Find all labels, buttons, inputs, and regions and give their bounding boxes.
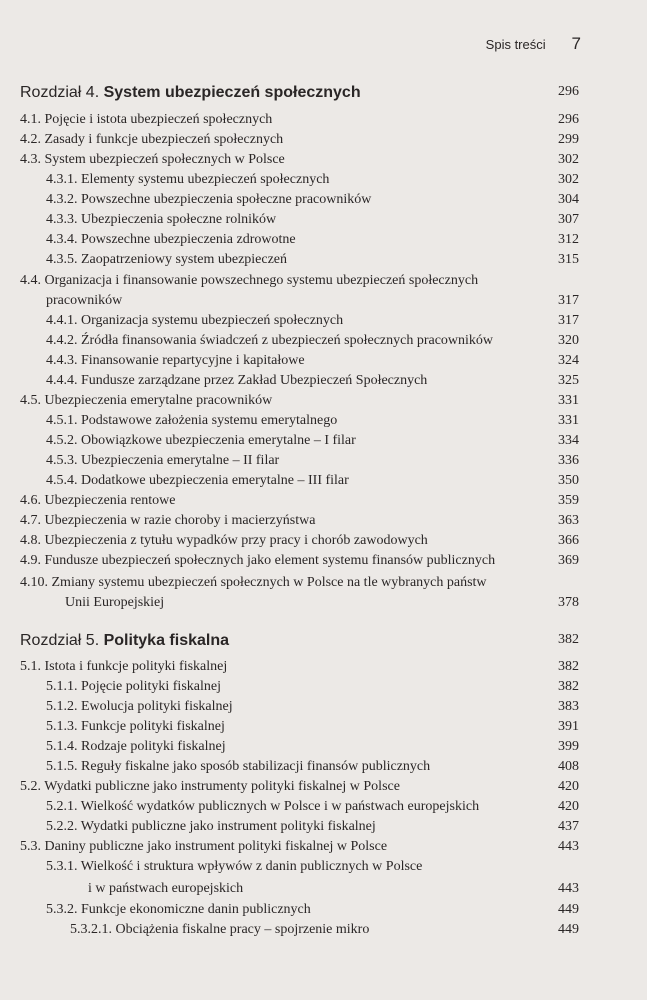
entry-title: 4.3.2. Powszechne ubezpieczenia społeczne pracowników	[46, 192, 372, 207]
toc-entry[interactable]	[20, 837, 579, 857]
toc-entry[interactable]	[46, 210, 579, 230]
entry-title: 4.4.2. Źródła finansowania świadczeń z ubezpieczeń społecznych pracowników	[46, 333, 494, 348]
entry-page: 312	[558, 232, 579, 247]
entry-title: 5.2.2. Wydatki publiczne jako instrument polityki fiskalnej	[46, 819, 376, 834]
toc-entry[interactable]	[46, 250, 579, 270]
toc-entry[interactable]	[46, 190, 579, 210]
entry-page: 296	[558, 112, 579, 127]
entry-page: 299	[558, 132, 579, 147]
toc-entry[interactable]	[46, 471, 579, 491]
chapter-title: System ubezpieczeń społecznych	[103, 84, 361, 101]
toc-entry[interactable]	[20, 391, 579, 411]
entry-page: 366	[558, 533, 579, 548]
entry-page: 443	[558, 839, 579, 854]
entry-title: Unii Europejskiej	[65, 595, 165, 610]
entry-page: 331	[558, 393, 579, 408]
entry-title: 5.2.1. Wielkość wydatków publicznych w Polsce i w państwach europejskich	[46, 799, 480, 814]
entry-title: 5.3.2.1. Obciążenia fiskalne pracy – spojrzenie mikro	[70, 922, 370, 937]
entry-page: 302	[558, 152, 579, 167]
entry-page: 437	[558, 819, 579, 834]
toc-entry[interactable]	[46, 857, 579, 877]
toc-entry[interactable]	[46, 900, 579, 920]
entry-title: 4.5.4. Dodatkowe ubezpieczenia emerytalne – III filar	[46, 473, 349, 488]
toc-entry[interactable]	[46, 451, 579, 471]
toc-entry[interactable]	[46, 431, 579, 451]
toc-entry[interactable]	[46, 351, 579, 371]
entry-title: 4.5.1. Podstawowe założenia systemu emerytalnego	[46, 413, 338, 428]
entry-page: 317	[558, 313, 579, 328]
toc-entry[interactable]	[46, 797, 579, 817]
toc-entry[interactable]	[46, 817, 579, 837]
toc-entry[interactable]	[20, 110, 579, 130]
chapter-heading-5[interactable]	[20, 632, 579, 650]
entry-title: i w państwach europejskich	[88, 881, 244, 896]
chapter-page: 382	[558, 632, 579, 647]
entry-title: 4.10. Zmiany systemu ubezpieczeń społecznych w Polsce na tle wybranych państw	[20, 575, 487, 590]
entry-page: 369	[558, 553, 579, 568]
chapter-prefix: Rozdział 5.	[20, 632, 100, 649]
entry-title: 4.2. Zasady i funkcje ubezpieczeń społecznych	[20, 132, 284, 147]
entry-page: 336	[558, 453, 579, 468]
entry-title: 5.1. Istota i funkcje polityki fiskalnej	[20, 659, 228, 674]
entry-title: 5.3.2. Funkcje ekonomiczne danin publicznych	[46, 902, 311, 917]
entry-title: 4.3. System ubezpieczeń społecznych w Polsce	[20, 152, 285, 167]
page-number: 7	[571, 34, 581, 53]
chapter-page: 296	[558, 84, 579, 99]
toc-entry-continuation[interactable]	[20, 593, 579, 613]
entry-page: 408	[558, 759, 579, 774]
entry-title: 4.5.3. Ubezpieczenia emerytalne – II filar	[46, 453, 280, 468]
toc-entry[interactable]	[20, 777, 579, 797]
header-title: Spis treści	[485, 37, 546, 52]
entry-title: pracowników	[46, 293, 123, 308]
entry-page: 324	[558, 353, 579, 368]
toc-entry[interactable]	[46, 677, 579, 697]
entry-page: 391	[558, 719, 579, 734]
entry-page: 315	[558, 252, 579, 267]
entry-page: 449	[558, 902, 579, 917]
entry-page: 307	[558, 212, 579, 227]
toc-entry[interactable]	[46, 170, 579, 190]
entry-page: 317	[558, 293, 579, 308]
entry-page: 334	[558, 433, 579, 448]
toc-entry[interactable]	[70, 920, 579, 940]
toc-entry[interactable]	[46, 757, 579, 777]
entry-page: 449	[558, 922, 579, 937]
entry-title: 4.9. Fundusze ubezpieczeń społecznych jako element systemu finansów publicznych	[20, 553, 496, 568]
toc-entry[interactable]	[46, 311, 579, 331]
running-header	[486, 34, 581, 54]
toc-entry[interactable]	[20, 511, 579, 531]
entry-page: 420	[558, 779, 579, 794]
entry-title: 5.3. Daniny publiczne jako instrument polityki fiskalnej w Polsce	[20, 839, 388, 854]
chapter-prefix: Rozdział 4.	[20, 84, 100, 101]
toc-entry[interactable]	[46, 411, 579, 431]
toc-entry[interactable]	[46, 697, 579, 717]
entry-title: 4.6. Ubezpieczenia rentowe	[20, 493, 176, 508]
entry-page: 378	[558, 595, 579, 610]
entry-title: 5.1.1. Pojęcie polityki fiskalnej	[46, 679, 221, 694]
entry-title: 4.3.3. Ubezpieczenia społeczne rolników	[46, 212, 277, 227]
entry-title: 4.4.3. Finansowanie repartycyjne i kapitałowe	[46, 353, 305, 368]
toc-entry[interactable]	[46, 717, 579, 737]
toc-entry[interactable]	[20, 657, 579, 677]
toc-entry-continuation[interactable]	[88, 879, 579, 899]
toc-entry[interactable]	[46, 230, 579, 250]
entry-page: 350	[558, 473, 579, 488]
toc-entry[interactable]	[20, 573, 579, 593]
toc-entry[interactable]	[20, 130, 579, 150]
entry-title: 4.5. Ubezpieczenia emerytalne pracowników	[20, 393, 273, 408]
entry-page: 359	[558, 493, 579, 508]
toc-entry[interactable]	[20, 531, 579, 551]
entry-title: 4.1. Pojęcie i istota ubezpieczeń społecznych	[20, 112, 273, 127]
entry-title: 5.1.4. Rodzaje polityki fiskalnej	[46, 739, 226, 754]
entry-page: 399	[558, 739, 579, 754]
entry-title: 4.3.5. Zaopatrzeniowy system ubezpieczeń	[46, 252, 288, 267]
entry-title: 4.7. Ubezpieczenia w razie choroby i macierzyństwa	[20, 513, 316, 528]
toc-entry-continuation[interactable]	[20, 291, 579, 311]
entry-title: 5.3.1. Wielkość i struktura wpływów z danin publicznych w Polsce	[46, 859, 423, 874]
toc-entry[interactable]	[46, 371, 579, 391]
entry-page: 420	[558, 799, 579, 814]
entry-title: 5.1.3. Funkcje polityki fiskalnej	[46, 719, 225, 734]
toc-entry[interactable]	[20, 150, 579, 170]
toc-entry[interactable]	[20, 551, 579, 571]
chapter-title: Polityka fiskalna	[103, 632, 229, 649]
entry-page: 325	[558, 373, 579, 388]
entry-title: 4.5.2. Obowiązkowe ubezpieczenia emerytalne – I filar	[46, 433, 356, 448]
entry-title: 5.1.5. Reguły fiskalne jako sposób stabilizacji finansów publicznych	[46, 759, 431, 774]
entry-title: 4.4.1. Organizacja systemu ubezpieczeń społecznych	[46, 313, 344, 328]
toc-entry[interactable]	[20, 271, 579, 291]
chapter-heading-4[interactable]	[20, 84, 579, 102]
entry-page: 383	[558, 699, 579, 714]
entry-title: 5.2. Wydatki publiczne jako instrumenty polityki fiskalnej w Polsce	[20, 779, 400, 794]
entry-title: 5.1.2. Ewolucja polityki fiskalnej	[46, 699, 233, 714]
toc-entry[interactable]	[46, 331, 579, 351]
entry-page: 443	[558, 881, 579, 896]
entry-page: 382	[558, 659, 579, 674]
entry-page: 320	[558, 333, 579, 348]
entry-title: 4.3.4. Powszechne ubezpieczenia zdrowotne	[46, 232, 296, 247]
entry-page: 304	[558, 192, 579, 207]
entry-title: 4.8. Ubezpieczenia z tytułu wypadków przy pracy i chorób zawodowych	[20, 533, 428, 548]
entry-page: 302	[558, 172, 579, 187]
entry-title: 4.4.4. Fundusze zarządzane przez Zakład Ubezpieczeń Społecznych	[46, 373, 428, 388]
entry-title: 4.4. Organizacja i finansowanie powszechnego systemu ubezpieczeń społecznych	[20, 273, 479, 288]
toc-entry[interactable]	[20, 491, 579, 511]
entry-page: 382	[558, 679, 579, 694]
entry-title: 4.3.1. Elementy systemu ubezpieczeń społecznych	[46, 172, 330, 187]
toc-entry[interactable]	[46, 737, 579, 757]
entry-page: 331	[558, 413, 579, 428]
entry-page: 363	[558, 513, 579, 528]
